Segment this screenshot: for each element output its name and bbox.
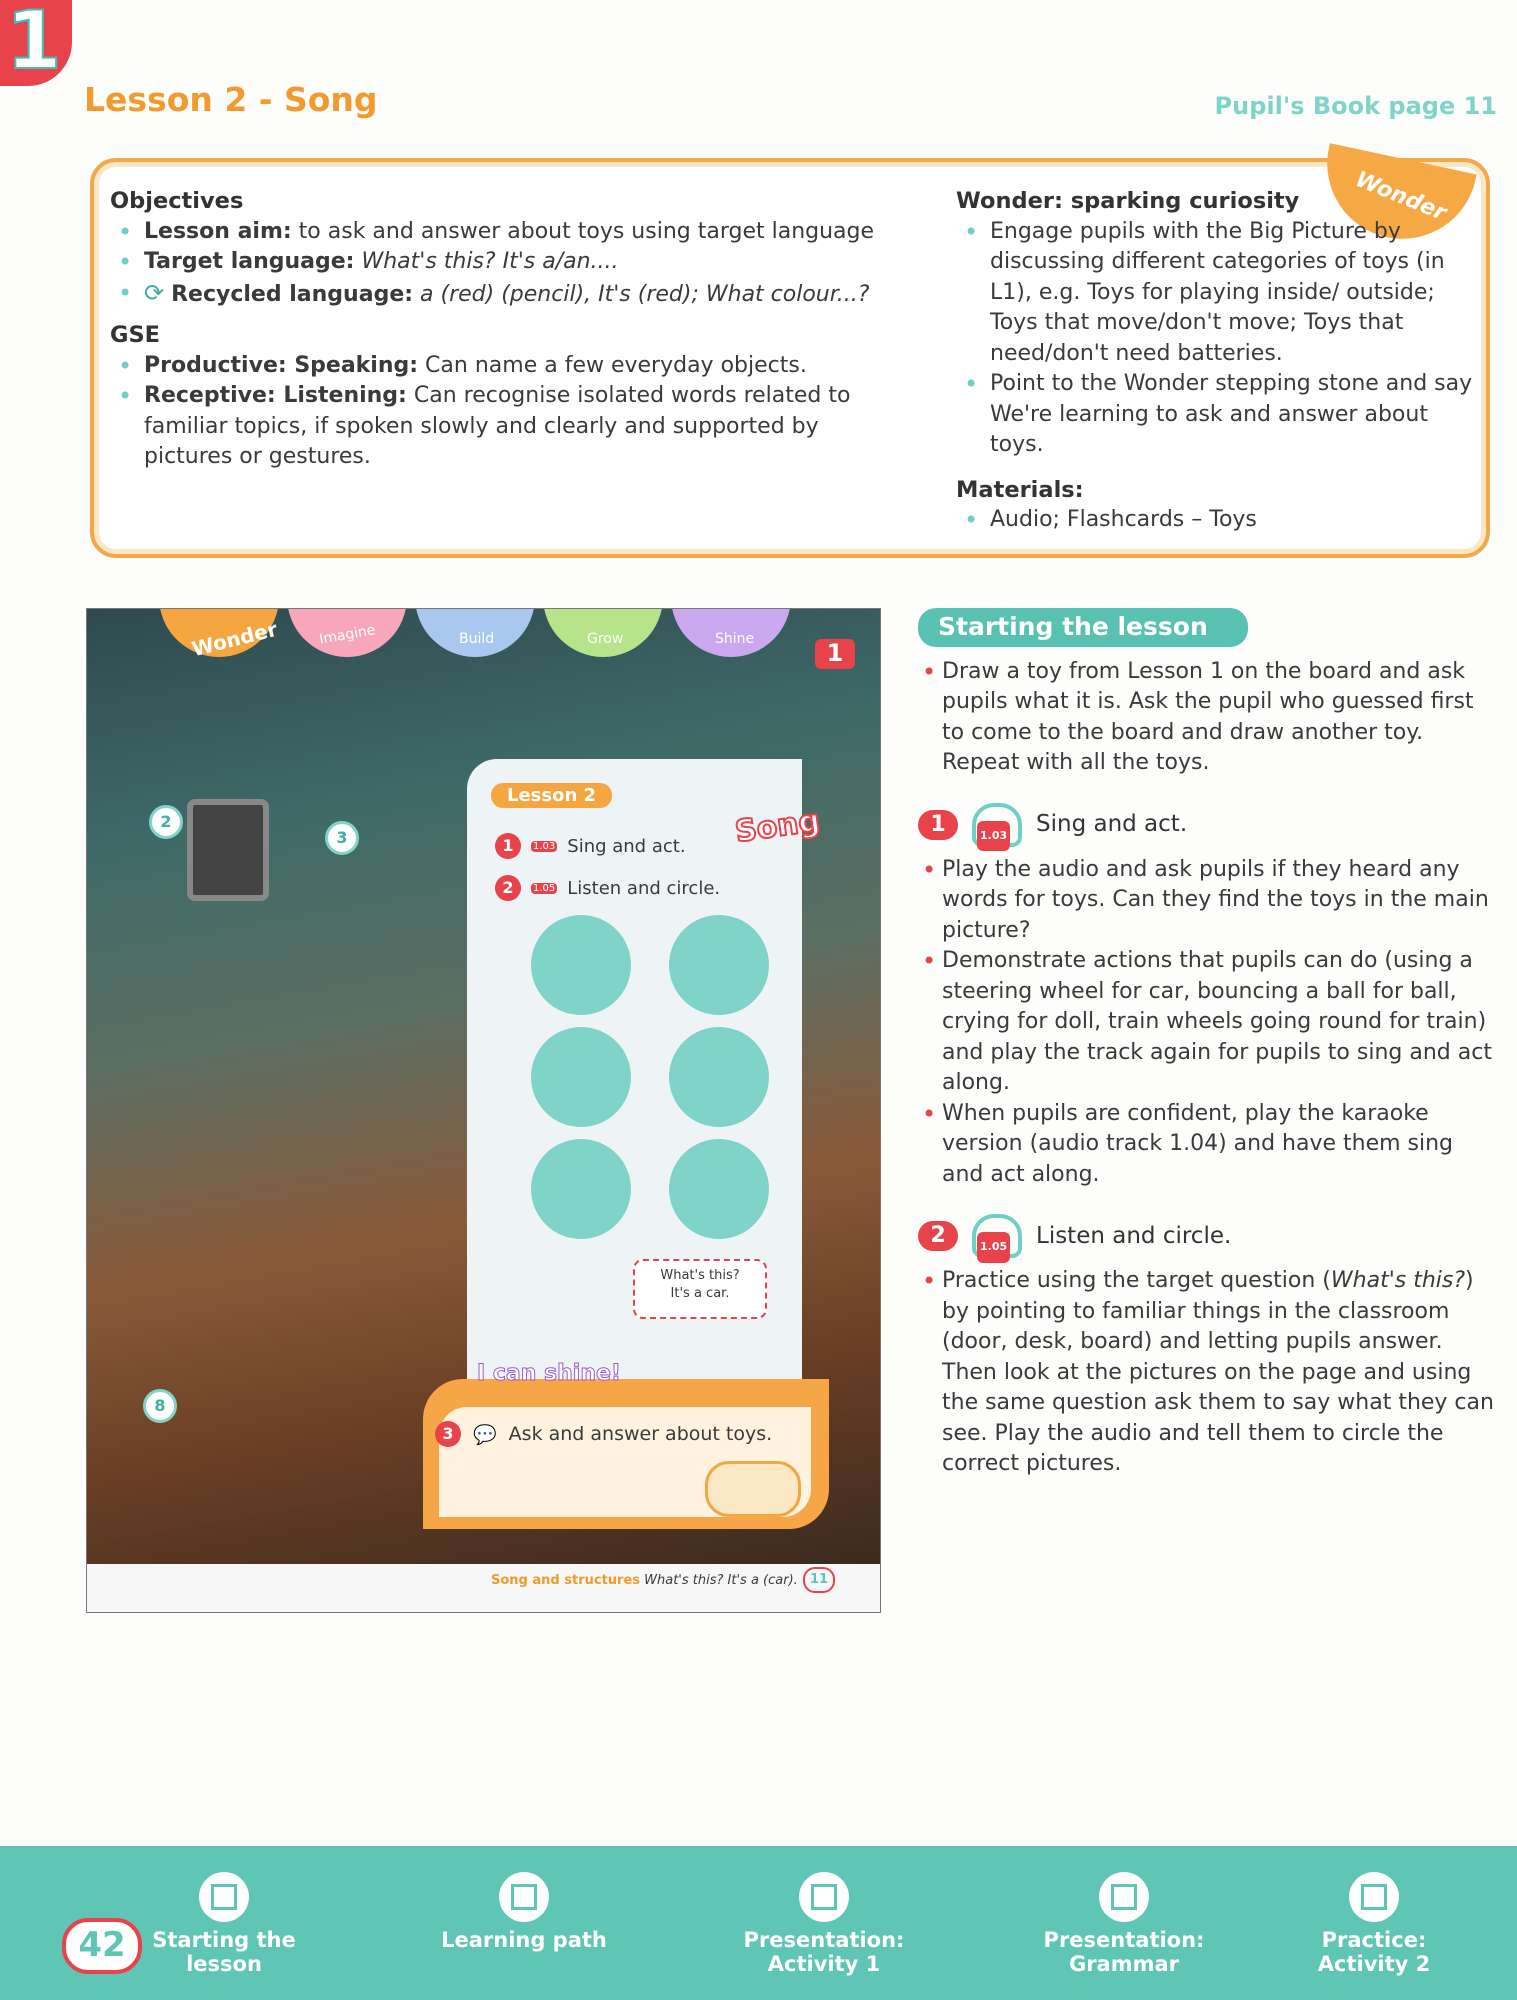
i-can-shine-label: I can shine! [477, 1361, 621, 1386]
pb-footer-text: Song and structures What's this? It's a (car). [491, 1573, 798, 1588]
scene-number: 2 [149, 805, 183, 839]
page-number: 42 [62, 1918, 142, 1974]
gse-receptive: • Receptive: Listening: Can recognise isolated words related to familiar topics, if spoken slowly and clearly and supported by pictures or gestures. [144, 381, 910, 473]
activity-2-bullet: • Practice using the target question (What's this?) by pointing to familiar things in the classroom (door, desk, board) and letting pupils answer. Then look at the pictures on the page and using the same question ask them to say what they can see. Play the audio and tell them to circle the correct pictures. [942, 1266, 1498, 1480]
kite-picture [531, 1027, 631, 1127]
activity-number: 2 [918, 1221, 958, 1251]
pb-activity-3: 3 💬 Ask and answer about toys. [435, 1421, 772, 1447]
train-picture [669, 915, 769, 1015]
materials-heading: Materials: [956, 476, 1084, 503]
target-language: • Target language: What's this? It's a/an.... [144, 247, 910, 278]
nav-practice-activity-2[interactable]: Practice: Activity 2 [1264, 1872, 1484, 1976]
activity-title: Sing and act. [1036, 811, 1188, 838]
activity-number: 1 [918, 810, 958, 840]
objectives-box [90, 158, 1490, 558]
unit-tag: 1 [815, 639, 855, 669]
checkbox-icon [1099, 1872, 1149, 1922]
pb-activity-1: 1 1.03 Sing and act. [495, 833, 686, 859]
scene-number: 8 [143, 1389, 177, 1423]
gse-productive: • Productive: Speaking: Can name a few everyday objects. [144, 351, 910, 382]
pupils-book-page-image [86, 608, 881, 1613]
activity-2-heading [918, 1214, 1498, 1258]
headphones-icon: 1.03 [972, 803, 1022, 847]
ball-picture [669, 1139, 769, 1239]
car-icon [705, 1461, 801, 1517]
lesson-label: Lesson 2 [491, 783, 612, 808]
wonder-badge-label: Wonder [1351, 167, 1450, 226]
teaching-notes [918, 608, 1498, 1480]
page-title: Lesson 2 - Song [84, 80, 378, 119]
materials-item: • Audio; Flashcards – Toys [990, 505, 1476, 536]
nav-presentation-grammar[interactable]: Presentation: Grammar [1014, 1872, 1234, 1976]
tab-label: Imagine [318, 622, 377, 648]
teddy-bear-picture [531, 915, 631, 1015]
checkbox-icon [499, 1872, 549, 1922]
song-label: Song [732, 803, 823, 850]
unit-number: 1 [6, 0, 62, 87]
lesson-aim: • Lesson aim: to ask and answer about toys using target language [144, 217, 910, 248]
recycle-icon: ⟳ [144, 278, 165, 307]
wonder-heading: Wonder: sparking curiosity [956, 188, 1300, 214]
activity-1-heading [918, 803, 1498, 847]
pb-activity-2: 2 1.05 Listen and circle. [495, 875, 720, 901]
tab-label: Wonder [189, 616, 280, 662]
pb-page-number: 11 [803, 1567, 835, 1593]
nav-presentation-activity-1[interactable]: Presentation: Activity 1 [714, 1872, 934, 1976]
checkbox-icon [199, 1872, 249, 1922]
activity-1-bullet: • Play the audio and ask pupils if they heard any words for toys. Can they find the toys in the main picture? [942, 855, 1498, 947]
objectives-column [110, 186, 910, 473]
speech-icon: 💬 [473, 1423, 497, 1446]
activity-title: Listen and circle. [1036, 1222, 1232, 1249]
elephant-picture [669, 1027, 769, 1127]
checkbox-icon [1349, 1872, 1399, 1922]
pb-page-footer [87, 1564, 880, 1612]
scene-number: 3 [325, 821, 359, 855]
tablet-toy-picture [187, 799, 269, 901]
speech-bubble: What's this? It's a car. [633, 1259, 767, 1319]
activity-1-bullet: • Demonstrate actions that pupils can do (using a steering wheel for car, bouncing a ball for ball, crying for doll, train wheels going round for train) and play the track again for pupils to sing and act along. [942, 946, 1498, 1099]
starting-lesson-heading: Starting the lesson [918, 608, 1248, 647]
wonder-bullet: • Point to the Wonder stepping stone and say We're learning to ask and answer about toys. [990, 369, 1476, 461]
pupils-book-page-ref: Pupil's Book page 11 [1214, 92, 1497, 120]
headphones-icon: 1.05 [972, 1214, 1022, 1258]
tablet-picture [531, 1139, 631, 1239]
nav-starting-lesson[interactable]: Starting the lesson [114, 1872, 334, 1976]
objectives-heading: Objectives [110, 188, 244, 214]
nav-learning-path[interactable]: Learning path [414, 1872, 634, 1952]
wonder-bullet: • Engage pupils with the Big Picture by discussing different categories of toys (in L1), e.g. Toys for playing inside/ outside; Toys that move/don't move; Toys that need/don't need batteries. [990, 217, 1476, 370]
activity-1-bullet: • When pupils are confident, play the karaoke version (audio track 1.04) and have them sing and act along. [942, 1099, 1498, 1191]
wonder-column [956, 186, 1476, 536]
checkbox-icon [799, 1872, 849, 1922]
starting-bullet: • Draw a toy from Lesson 1 on the board and ask pupils what it is. Ask the pupil who guessed first to come to the board and draw another toy. Repeat with all the toys. [942, 657, 1498, 779]
tab-label: Build [459, 631, 495, 647]
tab-label: Shine [715, 631, 755, 647]
gse-heading: GSE [110, 322, 161, 348]
tab-label: Grow [587, 631, 624, 647]
recycled-language: • ⟳ Recycled language: a (red) (pencil), It's (red); What colour...? [144, 278, 910, 311]
